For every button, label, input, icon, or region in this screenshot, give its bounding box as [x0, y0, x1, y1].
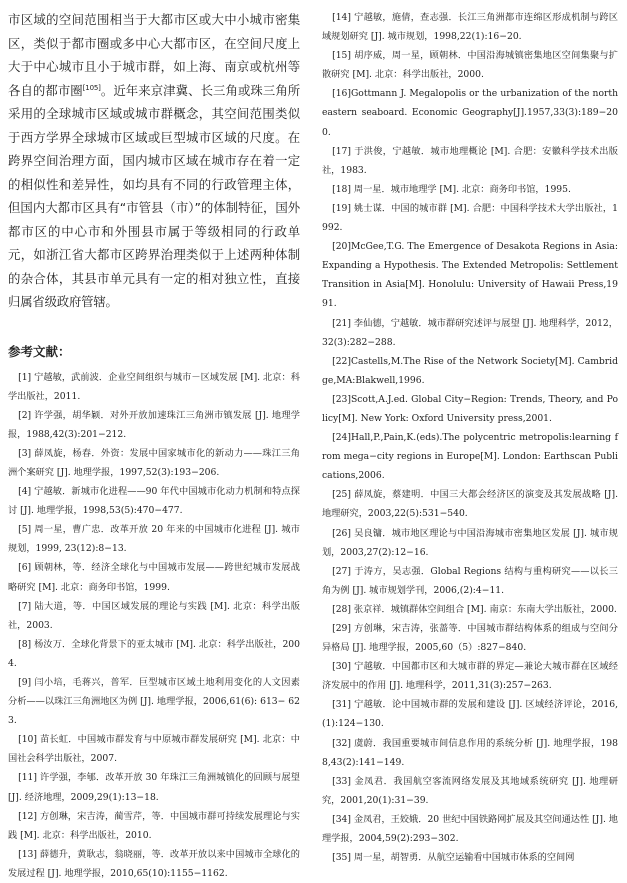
reference-item: [25] 薛凤旋，蔡建明．中国三大都会经济区的演变及其发展战略 [J]. 地理研究，2003,22(5):531−540.: [322, 485, 618, 523]
reference-item: [29] 方创琳，宋吉涛，张蔷等．中国城市群结构体系的组成与空间分异格局 [J]. 地理学报，2005,60（5）:827−840.: [322, 619, 618, 657]
reference-item: [20]McGee,T.G. The Emergence of Desakota Regions in Asia: Expanding a Hypothesis. The Extended Metropolis: Settlement Transition in Asia[M]. Honolulu: University of Hawaii Press,1991.: [322, 237, 618, 313]
left-column: [8, 8, 300, 883]
reference-item: [9] 闫小培，毛蒋兴，普军．巨型城市区域土地利用变化的人文因素分析——以珠江三角洲地区为例 [J]. 地理学报，2006,61(6): 613− 623.: [8, 673, 300, 730]
reference-item: [16]Gottmann J. Megalopolis or the urbanization of the northeastern seaboard. Economic Geography[J].1957,33(3):189−200.: [322, 84, 618, 141]
reference-item: [6] 顾朝林，等．经济全球化与中国城市发展——跨世纪城市发展战略研究 [M]. 北京：商务印书馆，1999.: [8, 558, 300, 596]
citation-superscript: [105]: [83, 83, 101, 91]
body-text-part-1: 市区域的空间范围相当于大都市区或大中小城市密集区，类似于都市圈或多中心大都市区，在空间尺度上大于中心城市且小于城市群，如上海、南京或杭州等各自的都市圈: [8, 12, 300, 98]
references-heading: 参考文献：: [8, 342, 300, 360]
reference-item: [21] 李仙德，宁越敏．城市群研究述评与展望 [J]. 地理科学，2012，32(3):282−288.: [322, 314, 618, 352]
reference-item: [32] 虞蔚．我国重要城市间信息作用的系统分析 [J]. 地理学报，1988,43(2):141−149.: [322, 734, 618, 772]
reference-item: [22]Castells,M.The Rise of the Network Society[M]. Cambridge,MA:Blakwell,1996.: [322, 352, 618, 390]
body-text-part-2: 。近年来京津冀、长三角或珠三角所采用的全球城市区域或城市群概念，其空间范围类似于西方学界全球城市区域或巨型城市区域的尺度。在跨界空间治理方面，国内城市区域在城市存在着一定的相似性和差异性，如均具有不同的行政管理主体，但国内大都市区具有“市管县（市）”的体制特征，国外都市区的中心市和外围县市属于等级相同的行政单元，如浙江省大都市区跨界治理类似于上述两种体制的杂合体，其县市单元具有一定的相对独立性，直接归属省级政府管辖。: [8, 83, 300, 310]
reference-item: [26] 吴良镛．城市地区理论与中国沿海城市密集地区发展 [J]. 城市规划，2003,27(2):12−16.: [322, 524, 618, 562]
reference-item: [27] 于涛方，吴志强．Global Regions 结构与重构研究——以长三角为例 [J]. 城市规划学刊，2006,(2):4−11.: [322, 562, 618, 600]
body-paragraph: [8, 8, 300, 314]
reference-item: [24]Hall,P.,Pain,K.(eds).The polycentric metropolis:learning from mega−city regions in Europe[M]. London: Earthscan Publications,2006.: [322, 428, 618, 485]
reference-item: [1] 宁越敏，武前波．企业空间组织与城市－区域发展 [M]. 北京：科学出版社，2011.: [8, 368, 300, 406]
reference-item: [33] 金凤君．我国航空客流网络发展及其地域系统研究 [J]. 地理研究，2001,20(1):31−39.: [322, 772, 618, 810]
reference-item: [23]Scott,A.J.ed. Global City−Region: Trends, Theory, and Policy[M]. New York: Oxford University press,2001.: [322, 390, 618, 428]
reference-list-left: [8, 368, 300, 883]
reference-item: [18] 周一星．城市地理学 [M]. 北京：商务印书馆，1995.: [322, 180, 618, 199]
reference-item: [19] 姚士谋．中国的城市群 [M]. 合肥：中国科学技术大学出版社，1992.: [322, 199, 618, 237]
reference-item: [35] 周一星，胡智勇．从航空运输看中国城市体系的空间网: [322, 848, 618, 867]
right-column: [322, 8, 618, 867]
reference-item: [11] 许学强，李郇．改革开放 30 年珠江三角洲城镇化的回顾与展望 [J]. 经济地理，2009,29(1):13−18.: [8, 768, 300, 806]
reference-item: [7] 陆大道，等．中国区域发展的理论与实践 [M]. 北京：科学出版社，2003.: [8, 597, 300, 635]
reference-item: [31] 宁越敏．论中国城市群的发展和建设 [J]. 区域经济评论，2016,(1):124−130.: [322, 695, 618, 733]
reference-item: [2] 许学强，胡华颖．对外开放加速珠江三角洲市镇发展 [J]. 地理学报，1988,42(3):201−212.: [8, 406, 300, 444]
reference-item: [4] 宁越敏．新城市化进程——90 年代中国城市化动力机制和特点探讨 [J]. 地理学报，1998,53(5):470−477.: [8, 482, 300, 520]
reference-item: [10] 苗长虹．中国城市群发育与中原城市群发展研究 [M]. 北京：中国社会科学出版社，2007.: [8, 730, 300, 768]
reference-item: [17] 于洪俊，宁越敏．城市地理概论 [M]. 合肥：安徽科学技术出版社，1983.: [322, 142, 618, 180]
reference-item: [30] 宁越敏．中国都市区和大城市群的界定—兼论大城市群在区域经济发展中的作用 [J]. 地理科学，2011,31(3):257−263.: [322, 657, 618, 695]
reference-item: [5] 周一星，曹广忠．改革开放 20 年来的中国城市化进程 [J]. 城市规划，1999, 23(12):8−13.: [8, 520, 300, 558]
reference-item: [15] 胡序威，周一星，顾朝林．中国沿海城镇密集地区空间集聚与扩散研究 [M]. 北京：科学出版社，2000.: [322, 46, 618, 84]
reference-item: [14] 宁越敏，施倩，查志强．长江三角洲都市连绵区形成机制与跨区域规划研究 [J]. 城市规划，1998,22(1):16−20.: [322, 8, 618, 46]
reference-item: [12] 方创琳，宋吉涛，蔺雪芹，等．中国城市群可持续发展理论与实践 [M]. 北京：科学出版社，2010.: [8, 807, 300, 845]
reference-item: [13] 薛德升，黄耿志，翁晓丽，等．改革开放以来中国城市全球化的发展过程 [J]. 地理学报，2010,65(10):1155−1162.: [8, 845, 300, 883]
reference-item: [34] 金凤君，王姣娥．20 世纪中国铁路网扩展及其空间通达性 [J]. 地理学报，2004,59(2):293−302.: [322, 810, 618, 848]
reference-item: [3] 薛凤旋，杨春．外资：发展中国家城市化的新动力——珠江三角洲个案研究 [J]. 地理学报，1997,52(3):193−206.: [8, 444, 300, 482]
reference-item: [28] 张京祥．城镇群体空间组合 [M]. 南京：东南大学出版社，2000.: [322, 600, 618, 619]
reference-item: [8] 杨汝万．全球化背景下的亚太城市 [M]. 北京：科学出版社，2004.: [8, 635, 300, 673]
reference-list-right: [322, 8, 618, 867]
